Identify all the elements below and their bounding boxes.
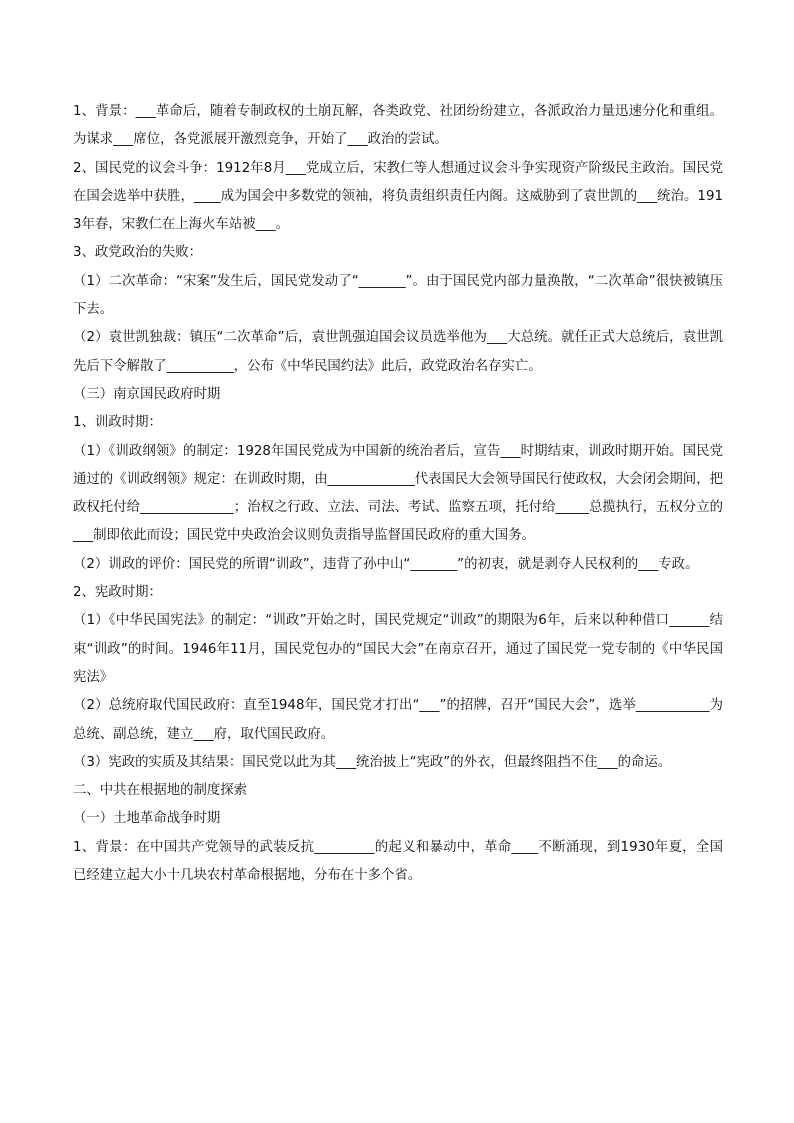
- section-heading-land-revolution: （一）土地革命战争时期: [73, 811, 221, 827]
- section-heading-nanjing: （三）南京国民政府时期: [73, 386, 221, 402]
- paragraph-kmt-parliament: 2、国民党的议会斗争：1912年8月___党成立后，宋教仁等人想通过议会斗争实现资产阶级民主政治。国民党在国会选举中获胜，____成为国会中多数党的领袖，将负责组织责任内阁。这威胁到了袁世凯的___统治。1913年春，宋教仁在上海火车站被___。: [73, 160, 723, 233]
- paragraph-party-politics-failure: 3、政党政治的失败：: [73, 245, 203, 261]
- paragraph-constitutional-period: 2、宪政时期：: [73, 585, 162, 601]
- paragraph-tutelage-outline: （1）《训政纲领》的制定：1928年国民党成为中国新的统治者后，宣告___时期结束，训政时期开始。国民党通过的《训政纲领》规定：在训政时期，由_____________代表国民大会领导国民行使政权，大会闭会期间，把政权托付给______________；治权之行政、立法、司法、考试、监察五项，托付给_____总揽执行，五权分立的___制即依此而设；国民党中央政治会议则负责指导监督国民政府的重大国务。: [73, 443, 723, 544]
- paragraph-yuan-dictatorship: （2）袁世凯独裁：镇压“二次革命”后，袁世凯强迫国会议员选举他为___大总统。就任正式大总统后，袁世凯先后下令解散了__________，公布《中华民国约法》此后，政党政治名存实亡。: [73, 330, 723, 374]
- paragraph-constitution-making: （1）《中华民国宪法》的制定：“训政”开始之时，国民党规定“训政”的期限为6年，后来以种种借口______结束“训政”的时间。1946年11月，国民党包办的“国民大会”在南京召开，通过了国民党一党专制的《中华民国宪法》: [73, 613, 723, 685]
- paragraph-tutelage-evaluation: （2）训政的评价：国民党的所谓“训政”，违背了孙中山“_______”的初衷，就是剥夺人民权利的___专政。: [73, 556, 699, 572]
- paragraph-tutelage-period: 1、训政时期：: [73, 415, 162, 431]
- document-body: [73, 98, 723, 890]
- paragraph-presidential-office: （2）总统府取代国民政府：直至1948年，国民党才打出“___”的招牌，召开“国民大会”，选举___________为总统、副总统，建立___府，取代国民政府。: [73, 698, 723, 742]
- section-heading-ccp-bases: 二、中共在根据地的制度探索: [73, 783, 248, 799]
- paragraph-constitutional-essence: （3）宪政的实质及其结果：国民党以此为其___统治披上“宪政”的外衣，但最终阻挡不住___的命运。: [73, 754, 672, 770]
- paragraph-second-revolution: （1）二次革命：“宋案”发生后，国民党发动了“_______”。由于国民党内部力量涣散，“二次革命”很快被镇压下去。: [73, 273, 723, 318]
- paragraph-background: 1、背景：___革命后，随着专制政权的土崩瓦解，各类政党、社团纷纷建立，各派政治力量迅速分化和重组。为谋求___席位，各党派展开激烈竞争，开始了___政治的尝试。: [73, 104, 723, 148]
- paragraph-bases-background: 1、背景：在中国共产党领导的武装反抗_________的起义和暴动中，革命____不断涌现，到1930年夏，全国已经建立起大小十几块农村革命根据地，分布在十多个省。: [73, 839, 723, 884]
